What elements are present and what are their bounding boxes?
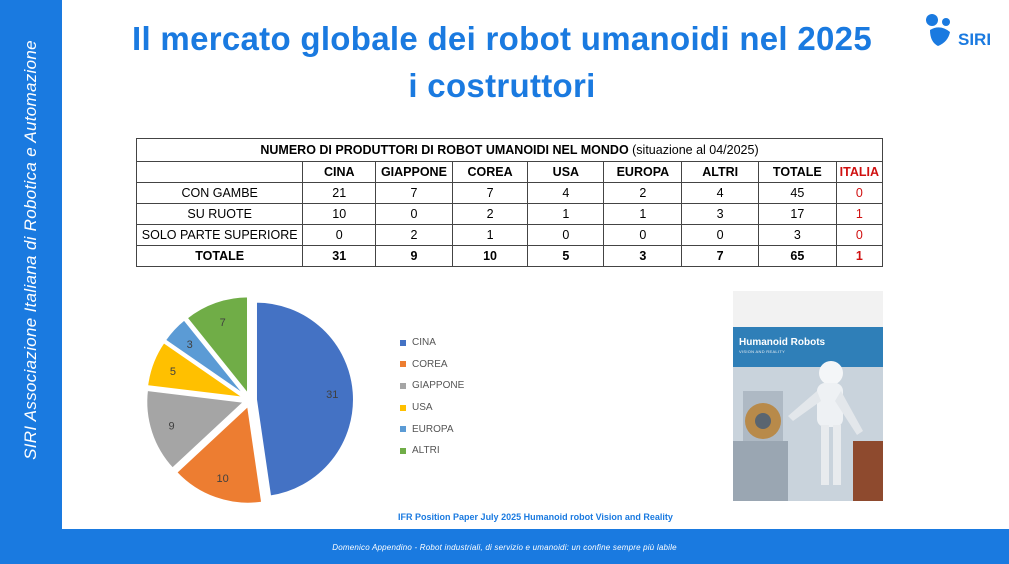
table-cell: 1	[528, 204, 604, 225]
table-cell: 7	[376, 183, 453, 204]
sidebar-band	[0, 0, 62, 564]
table-header-cell: GIAPPONE	[376, 162, 453, 183]
table-cell: 17	[759, 204, 837, 225]
legend-label: COREA	[412, 358, 448, 370]
table-header-cell: TOTALE	[759, 162, 837, 183]
pie-chart	[140, 285, 380, 515]
pie-slice-cina	[256, 302, 354, 497]
legend-label: USA	[412, 402, 433, 414]
legend-swatch	[400, 426, 406, 432]
legend-swatch	[400, 340, 406, 346]
table-cell: 1	[836, 246, 882, 267]
table-header-cell: EUROPA	[604, 162, 682, 183]
table-cell: 0	[604, 225, 682, 246]
table-cell: 0	[528, 225, 604, 246]
table-header-cell: USA	[528, 162, 604, 183]
producers-table	[136, 138, 883, 267]
table-header-cell: ITALIA	[836, 162, 882, 183]
table-header-cell	[137, 162, 303, 183]
table-total-row	[137, 246, 883, 267]
table-header-row	[137, 162, 883, 183]
table-caption-bold: NUMERO DI PRODUTTORI DI ROBOT UMANOIDI NEL MONDO	[260, 143, 629, 157]
table-cell: 0	[836, 183, 882, 204]
legend-item	[400, 332, 464, 354]
table-cell: 7	[452, 183, 527, 204]
table-cell: 4	[528, 183, 604, 204]
table-cell: 0	[836, 225, 882, 246]
table-cell: 9	[376, 246, 453, 267]
source-caption: IFR Position Paper July 2025 Humanoid robot Vision and Reality	[398, 512, 673, 522]
table-cell: 45	[759, 183, 837, 204]
table-cell: 1	[836, 204, 882, 225]
table-cell: 21	[303, 183, 376, 204]
table-cell: 10	[452, 246, 527, 267]
table-cell: 65	[759, 246, 837, 267]
table-cell: 7	[682, 246, 759, 267]
table-cell: 3	[682, 204, 759, 225]
table-cell: 2	[376, 225, 453, 246]
table-cell: CON GAMBE	[137, 183, 303, 204]
table-caption-row	[137, 139, 883, 162]
report-cover-image	[733, 291, 883, 501]
table-cell: 2	[604, 183, 682, 204]
table-cell: 1	[604, 204, 682, 225]
cover-subtitle: VISION AND REALITY	[739, 349, 786, 354]
table-cell: 0	[303, 225, 376, 246]
footer-band	[0, 529, 1009, 564]
legend-item	[400, 397, 464, 419]
table-cell: 3	[604, 246, 682, 267]
table-cell: 5	[528, 246, 604, 267]
logo-text: SIRI	[958, 30, 992, 49]
table-cell: SU RUOTE	[137, 204, 303, 225]
table-cell: 0	[376, 204, 453, 225]
cover-art	[733, 291, 883, 501]
table-cell: 10	[303, 204, 376, 225]
legend-item	[400, 440, 464, 462]
pie-data-label: 31	[326, 389, 339, 402]
table-cell: SOLO PARTE SUPERIORE	[137, 225, 303, 246]
table-cell: 4	[682, 183, 759, 204]
pie-data-label: 9	[168, 420, 175, 433]
chart-legend	[400, 332, 464, 462]
table-row	[137, 183, 883, 204]
table-cell: 2	[452, 204, 527, 225]
table-header-cell: ALTRI	[682, 162, 759, 183]
table-row	[137, 204, 883, 225]
sidebar-label: SIRI Associazione Italiana di Robotica e Automazione	[21, 40, 40, 460]
footer-text: Domenico Appendino - Robot industriali, di servizio e umanoidi: un confine sempre più labile	[332, 543, 677, 552]
table-header-cell: COREA	[452, 162, 527, 183]
table-cell: 31	[303, 246, 376, 267]
table-cell: TOTALE	[137, 246, 303, 267]
legend-item	[400, 375, 464, 397]
table-row	[137, 225, 883, 246]
table-cell: 3	[759, 225, 837, 246]
table-header-cell: CINA	[303, 162, 376, 183]
table-caption-note: (situazione al 04/2025)	[628, 143, 759, 157]
page-subtitle: i costruttori	[408, 67, 596, 104]
pie-data-label: 7	[219, 317, 226, 330]
table-cell: 0	[682, 225, 759, 246]
page-title: Il mercato globale dei robot umanoidi nel 2025	[132, 20, 872, 57]
pie-data-label: 3	[186, 338, 193, 351]
pie-data-label: 5	[169, 365, 176, 378]
legend-label: EUROPA	[412, 423, 454, 435]
pie-data-label: 10	[216, 472, 229, 485]
legend-item	[400, 354, 464, 376]
legend-label: ALTRI	[412, 445, 440, 457]
legend-swatch	[400, 448, 406, 454]
legend-item	[400, 418, 464, 440]
table-cell: 1	[452, 225, 527, 246]
legend-swatch	[400, 383, 406, 389]
table-caption	[137, 139, 883, 162]
cover-title: Humanoid Robots	[739, 337, 826, 348]
legend-label: GIAPPONE	[412, 380, 465, 392]
legend-label: CINA	[412, 337, 436, 349]
legend-swatch	[400, 405, 406, 411]
legend-swatch	[400, 361, 406, 367]
